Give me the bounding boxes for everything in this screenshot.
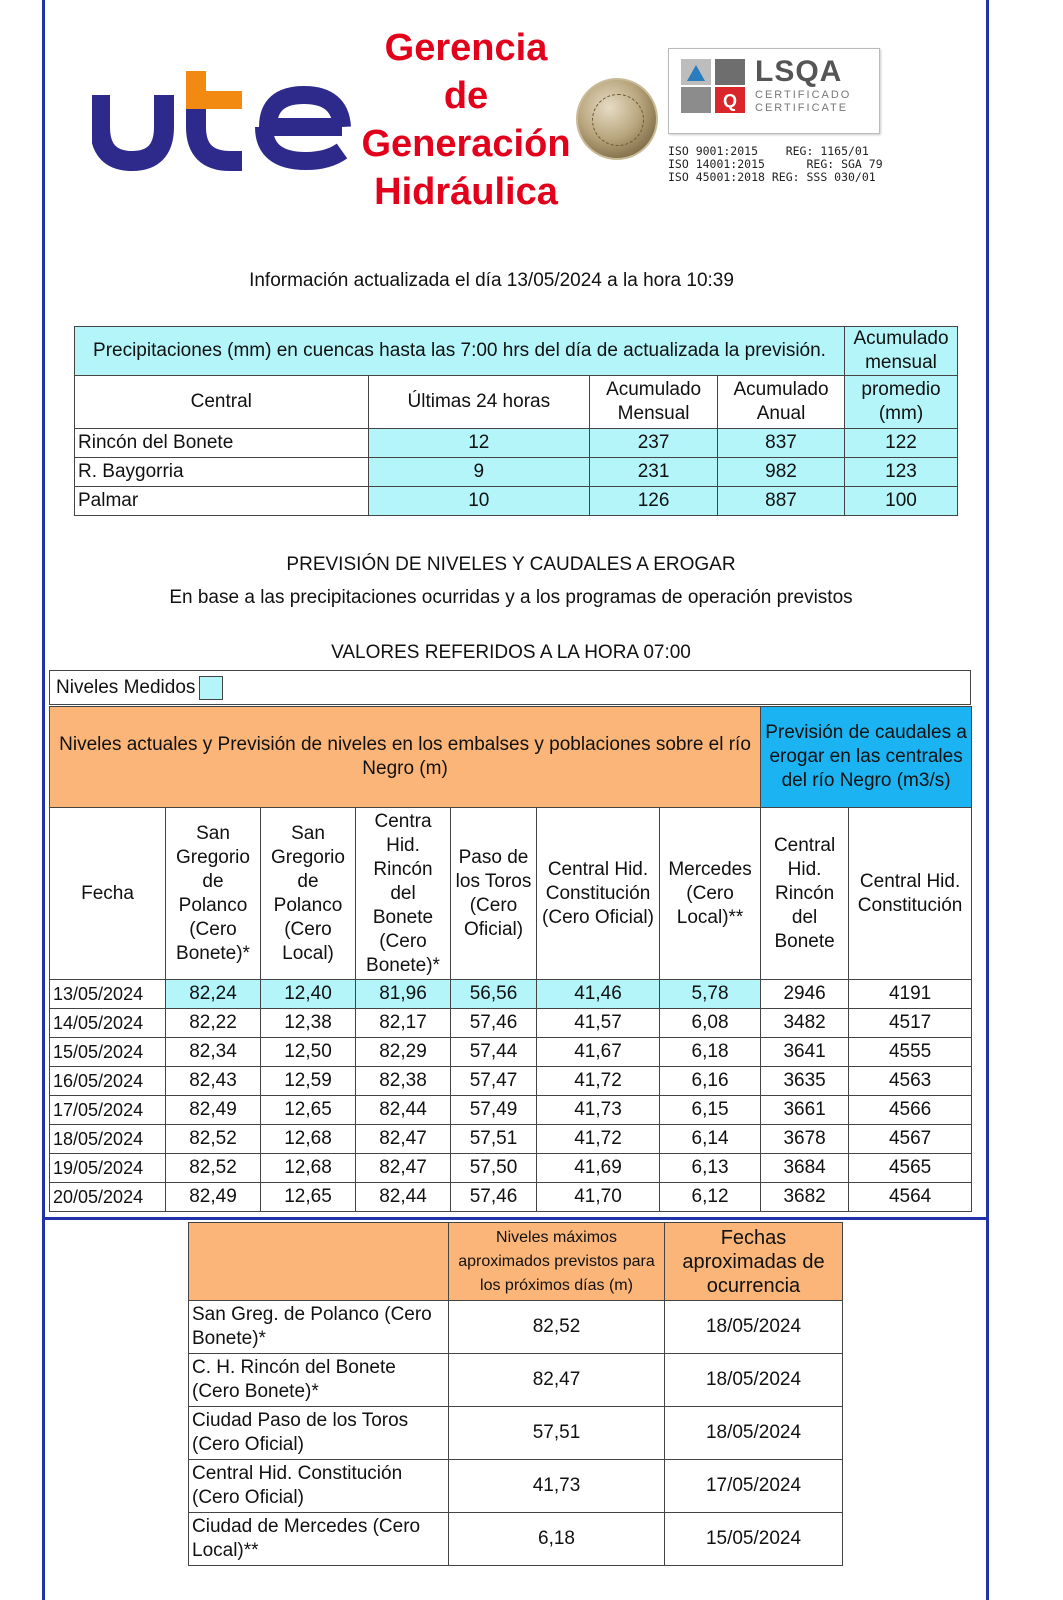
- levels-header: Central Hid. Rincón del Bonete: [761, 808, 849, 980]
- levels-cell: 4565: [849, 1154, 972, 1183]
- levels-cell: 18/05/2024: [50, 1125, 166, 1154]
- levels-header: San Gregorio de Polanco (Cero Local): [261, 808, 356, 980]
- legend-swatch: [199, 676, 223, 700]
- levels-cell: 82,47: [356, 1154, 451, 1183]
- seal-emblem: [576, 78, 658, 160]
- table-row: [50, 980, 972, 1009]
- levels-cell: 16/05/2024: [50, 1067, 166, 1096]
- levels-cell: 15/05/2024: [50, 1038, 166, 1067]
- title-line: Gerencia: [384, 27, 548, 69]
- levels-header: Fecha: [50, 808, 166, 980]
- levels-cell: 82,47: [356, 1125, 451, 1154]
- precip-cell: 122: [845, 429, 958, 458]
- iso-line: ISO 45001:2018 REG: SSS 030/01: [668, 170, 876, 184]
- levels-cell: 41,72: [537, 1125, 660, 1154]
- levels-cell: 4564: [849, 1183, 972, 1212]
- table-row: [189, 1301, 843, 1354]
- precip-cell: 982: [718, 458, 845, 487]
- table-row: [75, 458, 958, 487]
- max-cell: 6,18: [449, 1513, 665, 1566]
- levels-cell: 82,34: [166, 1038, 261, 1067]
- frame-border-right: [986, 0, 989, 1600]
- max-cell: 18/05/2024: [665, 1407, 843, 1460]
- precip-cell: 9: [368, 458, 590, 487]
- max-cell: 82,52: [449, 1301, 665, 1354]
- table-row: [50, 1096, 972, 1125]
- levels-cell: 3684: [761, 1154, 849, 1183]
- max-cell: San Greg. de Polanco (Cero Bonete)*: [189, 1301, 449, 1354]
- levels-cell: 4566: [849, 1096, 972, 1125]
- levels-cell: 41,69: [537, 1154, 660, 1183]
- levels-header: Centra Hid. Rincón del Bonete (Cero Bonete)*: [356, 808, 451, 980]
- frame-divider: [42, 1217, 989, 1220]
- levels-cell: 6,12: [660, 1183, 761, 1212]
- max-header: Fechas aproximadas de ocurrencia: [665, 1223, 843, 1301]
- cert-label: [755, 89, 851, 115]
- table-row: [189, 1460, 843, 1513]
- levels-cell: 82,22: [166, 1009, 261, 1038]
- max-cell: C. H. Rincón del Bonete (Cero Bonete)*: [189, 1354, 449, 1407]
- levels-cell: 82,52: [166, 1154, 261, 1183]
- levels-cell: 6,13: [660, 1154, 761, 1183]
- levels-cell: 82,29: [356, 1038, 451, 1067]
- levels-group-title: Niveles actuales y Previsión de niveles en los embalses y poblaciones sobre el río Negro (m): [50, 707, 761, 808]
- levels-cell: 6,16: [660, 1067, 761, 1096]
- levels-cell: 19/05/2024: [50, 1154, 166, 1183]
- levels-cell: 4555: [849, 1038, 972, 1067]
- levels-cell: 6,18: [660, 1038, 761, 1067]
- levels-cell: 20/05/2024: [50, 1183, 166, 1212]
- levels-cell: 56,56: [451, 980, 537, 1009]
- table-row: [189, 1354, 843, 1407]
- table-row: [189, 1513, 843, 1566]
- svg-text:Q: Q: [722, 91, 738, 111]
- max-header: Niveles máximos aproximados previstos para los próximos días (m): [449, 1223, 665, 1301]
- cert-brand: LSQA: [755, 55, 843, 88]
- levels-cell: 82,38: [356, 1067, 451, 1096]
- levels-cell: 57,44: [451, 1038, 537, 1067]
- iso-registrations: [668, 145, 898, 184]
- levels-cell: 41,73: [537, 1096, 660, 1125]
- precip-header: Acumulado Mensual: [590, 376, 718, 429]
- levels-cell: 41,46: [537, 980, 660, 1009]
- levels-cell: 82,49: [166, 1183, 261, 1212]
- levels-cell: 13/05/2024: [50, 980, 166, 1009]
- levels-cell: 82,17: [356, 1009, 451, 1038]
- precip-cell: 10: [368, 487, 590, 516]
- levels-cell: 2946: [761, 980, 849, 1009]
- levels-cell: 17/05/2024: [50, 1096, 166, 1125]
- levels-cell: 57,46: [451, 1009, 537, 1038]
- table-row: [75, 429, 958, 458]
- ute-logo: [92, 65, 354, 175]
- levels-header: Central Hid. Constitución: [849, 808, 972, 980]
- max-levels-table: [188, 1222, 843, 1566]
- table-row: [50, 1125, 972, 1154]
- levels-cell: 57,47: [451, 1067, 537, 1096]
- iso-line: ISO 9001:2015 REG: 1165/01: [668, 144, 869, 158]
- lsqa-logo-icon: [681, 59, 747, 113]
- precip-title: Precipitaciones (mm) en cuencas hasta las 7:00 hrs del día de actualizada la previsión.: [75, 327, 845, 376]
- iso-line: ISO 14001:2015 REG: SGA 79: [668, 157, 883, 171]
- table-row: [50, 1038, 972, 1067]
- update-info: Información actualizada el día 13/05/2024 a la hora 10:39: [249, 270, 734, 291]
- levels-cell: 6,15: [660, 1096, 761, 1125]
- levels-cell: 57,51: [451, 1125, 537, 1154]
- section-subtitle: En base a las precipitaciones ocurridas y a los programas de operación previstos: [169, 587, 853, 608]
- levels-cell: 57,50: [451, 1154, 537, 1183]
- levels-cell: 12,68: [261, 1154, 356, 1183]
- section-title: PREVISIÓN DE NIVELES Y CAUDALES A EROGAR: [286, 554, 736, 575]
- max-cell: Central Hid. Constitución (Cero Oficial): [189, 1460, 449, 1513]
- levels-cell: 82,44: [356, 1096, 451, 1125]
- precip-header: Últimas 24 horas: [368, 376, 590, 429]
- table-row: [50, 1067, 972, 1096]
- max-cell: 18/05/2024: [665, 1354, 843, 1407]
- max-cell: 17/05/2024: [665, 1460, 843, 1513]
- levels-cell: 12,40: [261, 980, 356, 1009]
- levels-header: Mercedes (Cero Local)**: [660, 808, 761, 980]
- levels-cell: 12,50: [261, 1038, 356, 1067]
- levels-cell: 3641: [761, 1038, 849, 1067]
- max-header-blank: [189, 1223, 449, 1301]
- table-row: [50, 1154, 972, 1183]
- levels-header: Paso de los Toros (Cero Oficial): [451, 808, 537, 980]
- levels-header: Central Hid. Constitución (Cero Oficial): [537, 808, 660, 980]
- levels-cell: 3682: [761, 1183, 849, 1212]
- max-cell: 82,47: [449, 1354, 665, 1407]
- precip-cell: 231: [590, 458, 718, 487]
- precip-header: Acumulado Anual: [718, 376, 845, 429]
- table-row: [50, 1009, 972, 1038]
- levels-cell: 81,96: [356, 980, 451, 1009]
- precip-cell: 237: [590, 429, 718, 458]
- levels-table: [49, 706, 972, 1212]
- precip-cell: R. Baygorria: [75, 458, 369, 487]
- levels-cell: 4567: [849, 1125, 972, 1154]
- levels-cell: 12,68: [261, 1125, 356, 1154]
- cert-line: CERTIFICATE: [755, 102, 849, 114]
- levels-cell: 4563: [849, 1067, 972, 1096]
- levels-cell: 12,59: [261, 1067, 356, 1096]
- levels-cell: 12,65: [261, 1096, 356, 1125]
- cert-line: CERTIFICADO: [755, 89, 852, 101]
- table-row: [189, 1407, 843, 1460]
- title-line: Generación: [361, 123, 571, 165]
- frame-border-left: [42, 0, 45, 1600]
- precip-header: promedio (mm): [845, 376, 958, 429]
- levels-cell: 82,44: [356, 1183, 451, 1212]
- levels-cell: 41,70: [537, 1183, 660, 1212]
- levels-cell: 4191: [849, 980, 972, 1009]
- title-line: Hidráulica: [374, 171, 558, 213]
- certification-badge: [668, 48, 880, 134]
- section-reference: VALORES REFERIDOS A LA HORA 07:00: [331, 642, 691, 663]
- precip-header: Central: [75, 376, 369, 429]
- levels-cell: 3482: [761, 1009, 849, 1038]
- levels-cell: 4517: [849, 1009, 972, 1038]
- levels-cell: 5,78: [660, 980, 761, 1009]
- max-cell: 57,51: [449, 1407, 665, 1460]
- precip-cell: 100: [845, 487, 958, 516]
- precip-cell: 123: [845, 458, 958, 487]
- max-cell: 41,73: [449, 1460, 665, 1513]
- precip-cell: 126: [590, 487, 718, 516]
- precip-cell: 837: [718, 429, 845, 458]
- levels-cell: 41,67: [537, 1038, 660, 1067]
- levels-cell: 3678: [761, 1125, 849, 1154]
- department-title: [354, 24, 578, 216]
- levels-cell: 82,24: [166, 980, 261, 1009]
- levels-cell: 82,52: [166, 1125, 261, 1154]
- table-row: [50, 1183, 972, 1212]
- levels-cell: 82,43: [166, 1067, 261, 1096]
- levels-header: San Gregorio de Polanco (Cero Bonete)*: [166, 808, 261, 980]
- max-cell: 15/05/2024: [665, 1513, 843, 1566]
- precip-cell: 12: [368, 429, 590, 458]
- levels-cell: 3635: [761, 1067, 849, 1096]
- levels-cell: 12,65: [261, 1183, 356, 1212]
- levels-cell: 14/05/2024: [50, 1009, 166, 1038]
- precip-cell: 887: [718, 487, 845, 516]
- max-cell: 18/05/2024: [665, 1301, 843, 1354]
- legend-niveles-medidos: [49, 670, 971, 705]
- precip-acum-title: Acumulado mensual: [845, 327, 958, 376]
- levels-cell: 82,49: [166, 1096, 261, 1125]
- levels-cell: 12,38: [261, 1009, 356, 1038]
- levels-cell: 6,14: [660, 1125, 761, 1154]
- levels-cell: 3661: [761, 1096, 849, 1125]
- precip-cell: Rincón del Bonete: [75, 429, 369, 458]
- levels-cell: 57,49: [451, 1096, 537, 1125]
- precip-cell: Palmar: [75, 487, 369, 516]
- precipitation-table: [74, 326, 958, 516]
- levels-cell: 57,46: [451, 1183, 537, 1212]
- max-cell: Ciudad de Mercedes (Cero Local)**: [189, 1513, 449, 1566]
- max-cell: Ciudad Paso de los Toros (Cero Oficial): [189, 1407, 449, 1460]
- levels-cell: 41,57: [537, 1009, 660, 1038]
- levels-cell: 6,08: [660, 1009, 761, 1038]
- flows-group-title: Previsión de caudales a erogar en las centrales del río Negro (m3/s): [761, 707, 972, 808]
- table-row: [75, 487, 958, 516]
- title-line: de: [443, 75, 489, 117]
- legend-label: Niveles Medidos: [56, 677, 196, 698]
- levels-cell: 41,72: [537, 1067, 660, 1096]
